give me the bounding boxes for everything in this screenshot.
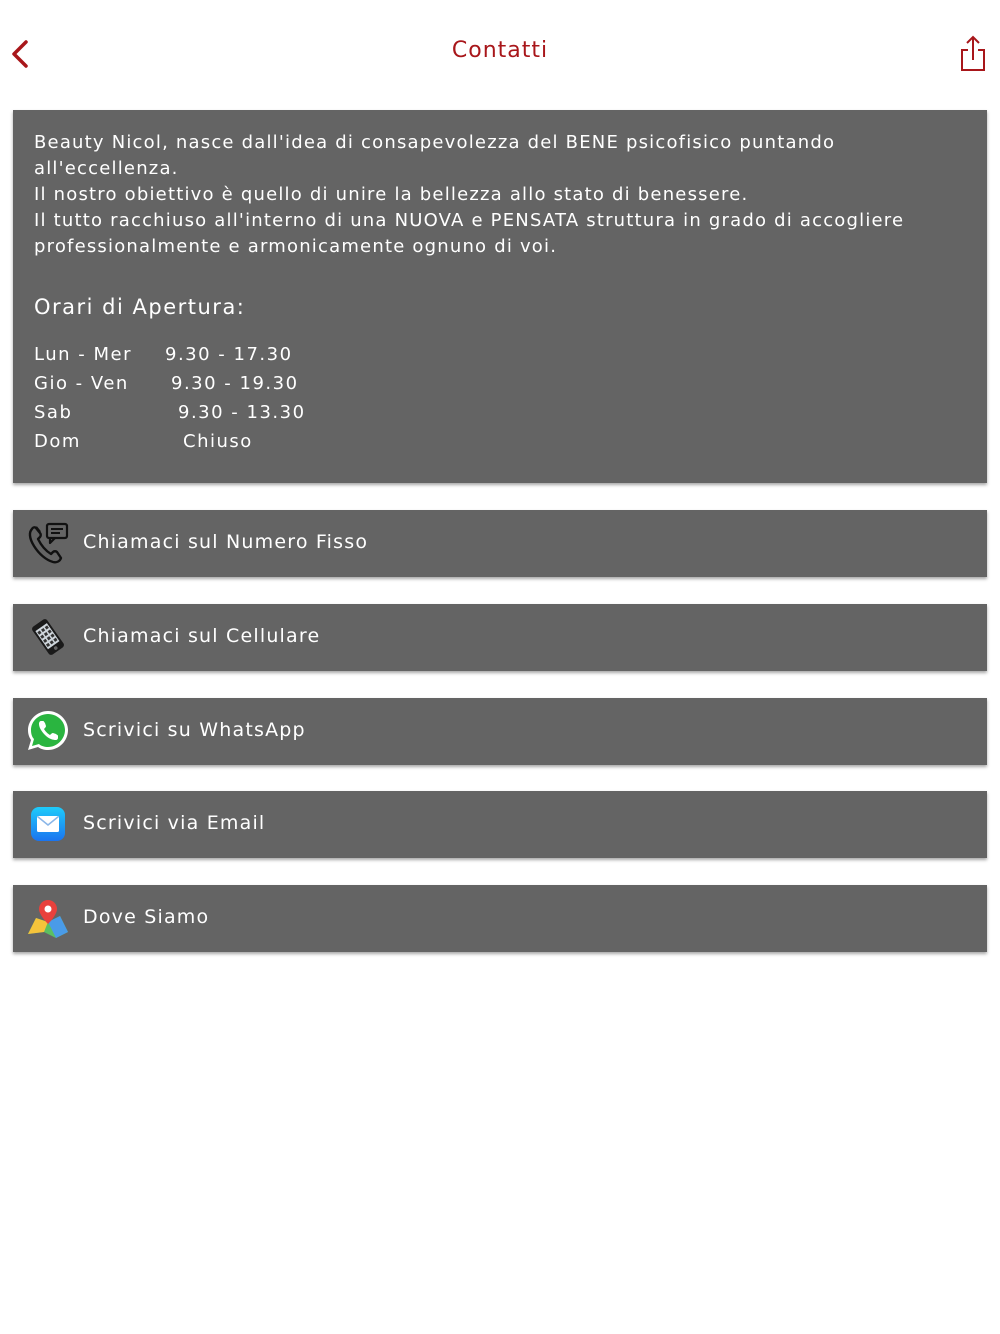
action-label: Scrivici su WhatsApp: [83, 719, 306, 741]
page-title: Contatti: [451, 38, 549, 63]
email-button[interactable]: [13, 791, 987, 858]
info-card: [13, 110, 987, 483]
opening-hours-table: [34, 344, 966, 460]
action-label: Chiamaci sul Numero Fisso: [83, 531, 369, 553]
hours-day: Sab: [34, 402, 73, 423]
hours-time: 9.30 - 13.30: [178, 402, 306, 423]
opening-hours-title: Orari di Apertura:: [34, 295, 246, 319]
description-line: all'eccellenza.: [34, 158, 179, 179]
hours-row: [34, 402, 966, 431]
hours-day: Gio - Ven: [34, 373, 129, 394]
hours-row: [34, 344, 966, 373]
hours-time: Chiuso: [183, 431, 253, 452]
email-icon: [26, 802, 70, 846]
call-landline-button[interactable]: [13, 510, 987, 577]
description-line: Beauty Nicol, nasce dall'idea di consapevolezza del BENE psicofisico puntando: [34, 132, 836, 153]
share-button[interactable]: [956, 34, 990, 74]
whatsapp-button[interactable]: [13, 698, 987, 765]
hours-row: [34, 373, 966, 402]
call-mobile-button[interactable]: [13, 604, 987, 671]
description-line: professionalmente e armonicamente ognuno di voi.: [34, 236, 558, 257]
directions-button[interactable]: [13, 885, 987, 952]
navigation-bar: [0, 0, 1000, 100]
hours-day: Dom: [34, 431, 81, 452]
description: [34, 130, 966, 260]
description-line: Il tutto racchiuso all'interno di una NUOVA e PENSATA struttura in grado di accogliere: [34, 210, 905, 231]
description-line: Il nostro obiettivo è quello di unire la bellezza allo stato di benessere.: [34, 184, 749, 205]
hours-row: [34, 431, 966, 460]
phone-landline-icon: [26, 521, 70, 565]
share-icon: [956, 34, 990, 74]
whatsapp-icon: [26, 709, 70, 753]
mobile-phone-icon: [26, 615, 70, 659]
maps-icon: [26, 896, 70, 940]
hours-day: Lun - Mer: [34, 344, 132, 365]
hours-time: 9.30 - 19.30: [171, 373, 299, 394]
action-label: Chiamaci sul Cellulare: [83, 625, 321, 647]
action-label: Scrivici via Email: [83, 812, 266, 834]
action-label: Dove Siamo: [83, 906, 210, 928]
hours-time: 9.30 - 17.30: [165, 344, 293, 365]
